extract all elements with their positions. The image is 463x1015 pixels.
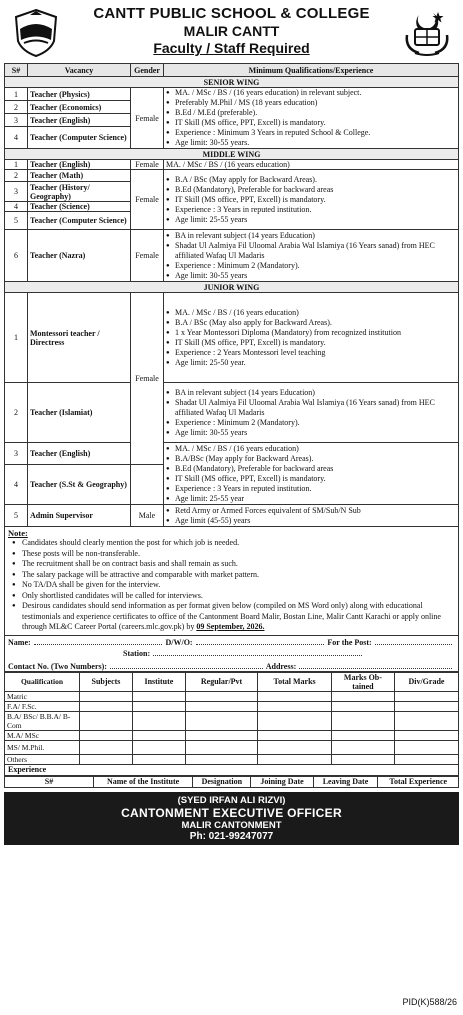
table-row: M.A/ MSc	[5, 730, 459, 740]
address-field[interactable]	[299, 667, 452, 669]
station-label: Station:	[123, 648, 151, 658]
qualifications-cell: ● BA in relevant subject (14 years Education) ● Shadat Ul Aalmiya Fil Uloomal Arabia Wal Islamiya (16 Years sanad) from HEC affiliated Wafaq Ul Madaris ● Experience : Minimum 2 (Mandatory). ● Age limit: 30-55 years	[164, 383, 459, 443]
table-row: 3 Teacher (History/ Geography)	[5, 182, 459, 202]
table-row: 1 Teacher (English) Female MA. / MSc / BS / (16 years education)	[5, 160, 459, 170]
qualifications-cell: ● Retd Army or Armed Forces equivalent of SM/Sub/N Sub ● Age limit (45-55) years	[164, 505, 459, 527]
notes-section	[4, 527, 459, 636]
address-label: Address:	[265, 661, 297, 671]
col-quals: Minimum Qualifications/Experience	[164, 64, 459, 77]
note-item: ● Desirous candidates should send information as per format given below (compiled on MS Word only) along with educational testimonials and experience certificates to office of the Cantonment Board Malir, Bostan Line, Malir Cantt Karachi or apply online through ML&C Career Portal (careers.mlc.gov.pk) by 09 September, 2026.	[22, 601, 455, 633]
post-label: For the Post:	[327, 637, 372, 647]
table-row: 5 Admin Supervisor Male ● Retd Army or Armed Forces equivalent of SM/Sub/N Sub ● Age limit (45-55) years	[5, 505, 459, 527]
note-title: Note:	[8, 528, 28, 538]
experience-title: Experience	[4, 765, 459, 776]
cantonment-emblem-logo	[401, 7, 453, 59]
col-gender: Gender	[131, 64, 164, 77]
junior-wing-heading: JUNIOR WING	[5, 282, 459, 293]
application-form	[4, 636, 459, 672]
table-header-row: S# Name of the Institute Designation Joining Date Leaving Date Total Experience	[5, 776, 459, 787]
table-header-row: Qualification Subjects Institute Regular/Pvt Total Marks Marks Ob- tained Div/Grade	[5, 672, 459, 691]
officer-name: (SYED IRFAN ALI RIZVI)	[177, 794, 286, 806]
name-field[interactable]	[34, 643, 163, 645]
gender-cell: Female	[131, 170, 164, 230]
note-item: ● Candidates should clearly mention the post for which job is needed.	[22, 538, 455, 549]
gender-cell: Female	[131, 88, 164, 149]
school-name: CANTT PUBLIC SCHOOL & COLLEGE	[93, 5, 370, 22]
note-item: ● No TA/DA shall be given for the interview.	[22, 580, 455, 591]
table-row: 6 Teacher (Nazra) Female ● BA in relevant subject (14 years Education) ● Shadat Ul Aalmiya Fil Uloomal Arabia Wal Islamiya (16 Years sanad) from HEC affiliated Wafaq Ul Madaris ● Experience : Minimum 2 (Mandatory). ● Age limit: 30-55 years	[5, 230, 459, 282]
form-row	[5, 636, 458, 647]
station-field[interactable]	[153, 654, 362, 656]
dwo-label: D/W/O:	[165, 637, 193, 647]
contact-field[interactable]	[110, 667, 263, 669]
note-item: ● The recruitment shall be on contract basis and shall remain as such.	[22, 559, 455, 570]
school-location: MALIR CANTT	[183, 23, 280, 39]
table-row: Others	[5, 754, 459, 764]
form-row	[5, 647, 458, 658]
gender-cell: Female	[131, 293, 164, 465]
table-header-row	[5, 64, 459, 77]
table-row: 2 Teacher (Economics)	[5, 101, 459, 114]
dwo-field[interactable]	[196, 643, 325, 645]
officer-designation: CANTONMENT EXECUTIVE OFFICER	[121, 805, 342, 820]
table-row: 4 Teacher (Computer Science)	[5, 127, 459, 149]
table-row: B.A/ BSc/ B.B.A/ B-Com	[5, 711, 459, 730]
qualifications-cell: ● B.A / BSc (May apply for Backward Areas). ● B.Ed (Mandatory), Preferable for backward areas ● IT Skill (MS office, PPT, Excell) is mandatory. ● Experience : 3 Years in reputed institution. ● Age limit: 25-55 years	[164, 170, 459, 230]
table-row: F.A/ F.Sc.	[5, 701, 459, 711]
form-row	[5, 658, 458, 671]
header	[4, 5, 459, 63]
table-row: 1 Montessori teacher / Directress Female ● MA. / MSc / BS / (16 years education) ● B.A / BSc (May also apply for Backward Areas). ● 1 x Year Montessori Diploma (Mandatory) from recognized institution ● IT Skill (MS office, PPT, Excell) is mandatory. ● Experience : 2 Years Montessori level teaching ● Age limit: 25-50 year.	[5, 293, 459, 383]
office-name: MALIR CANTONMENT	[181, 819, 282, 831]
qualification-table	[4, 672, 459, 765]
table-row: 3 Teacher (English)	[5, 114, 459, 127]
name-label: Name:	[8, 637, 31, 647]
qualifications-cell: ● BA in relevant subject (14 years Education) ● Shadat Ul Aalmiya Fil Uloomal Arabia Wal Islamiya (16 Years sanad) from HEC affiliated Wafaq Ul Madaris ● Experience : Minimum 2 (Mandatory). ● Age limit: 30-55 years	[164, 230, 459, 282]
contact-label: Contact No. (Two Numbers):	[8, 661, 107, 671]
school-crest-logo	[10, 7, 62, 59]
middle-wing-heading: MIDDLE WING	[5, 149, 459, 160]
table-row: 3 Teacher (English) ● MA. / MSc / BS / (16 years education) ● B.A/BSc (May apply for Backward Areas). ● B.Ed (Mandatory), Preferable for backward areas ● IT Skill (MS office, PPT, Excell) is mandatory. ● Experience : 3 Years in reputed institution. ● Age limit: 25-55 year	[5, 443, 459, 465]
table-row: 4 Teacher (Science)	[5, 202, 459, 212]
experience-table	[4, 776, 459, 788]
ad-title: Faculty / Staff Required	[153, 40, 310, 56]
deadline-date: 09 September, 2026.	[196, 622, 265, 631]
post-field[interactable]	[375, 643, 452, 645]
table-row: MS/ M.Phil.	[5, 740, 459, 754]
table-row: 2 Teacher (Islamiat) ● BA in relevant subject (14 years Education) ● Shadat Ul Aalmiya Fil Uloomal Arabia Wal Islamiya (16 Years sanad) from HEC affiliated Wafaq Ul Madaris ● Experience : Minimum 2 (Mandatory). ● Age limit: 30-55 years	[5, 383, 459, 443]
office-phone: Ph: 021-99247077	[189, 830, 274, 842]
table-row: Matric	[5, 691, 459, 701]
signature-block	[4, 792, 459, 845]
publication-id: PID(K)588/26	[402, 997, 457, 1007]
note-item: ● Only shortlisted candidates will be called for interviews.	[22, 591, 455, 602]
vacancy-table	[4, 63, 459, 527]
qualifications-cell: ● MA. / MSc / BS / (16 years education) in relevant subject. ● Preferably M.Phil / MS (18 years education) ● B.Ed / M.Ed (preferable). ● IT Skill (MS office, PPT, Excell) is mandatory. ● Experience : Minimum 3 Years in reputed School & College. ● Age limit: 30-55 years.	[164, 88, 459, 149]
table-row: 2 Teacher (Math) Female ● B.A / BSc (May apply for Backward Areas). ● B.Ed (Mandatory), Preferable for backward areas ● IT Skill (MS office, PPT, Excell) is mandatory. ● Experience : 3 Years in reputed institution. ● Age limit: 25-55 years	[5, 170, 459, 182]
qualifications-cell: ● MA. / MSc / BS / (16 years education) ● B.A / BSc (May also apply for Backward Areas). ● 1 x Year Montessori Diploma (Mandatory) from recognized institution ● IT Skill (MS office, PPT, Excell) is mandatory. ● Experience : 2 Years Montessori level teaching ● Age limit: 25-50 year.	[164, 293, 459, 383]
note-item: ● The salary package will be attractive and comparable with market pattern.	[22, 570, 455, 581]
note-item: ● These posts will be non-transferable.	[22, 549, 455, 560]
senior-wing-heading: SENIOR WING	[5, 77, 459, 88]
col-vacancy: Vacancy	[28, 64, 131, 77]
table-row: 1 Teacher (Physics) Female ● MA. / MSc / BS / (16 years education) in relevant subject. ● Preferably M.Phil / MS (18 years education) ● B.Ed / M.Ed (preferable). ● IT Skill (MS office, PPT, Excell) is mandatory. ● Experience : Minimum 3 Years in reputed School & College. ● Age limit: 30-55 years.	[5, 88, 459, 101]
col-sn: S#	[5, 64, 28, 77]
table-row: 4 Teacher (S.St & Geography)	[5, 465, 459, 505]
qualifications-cell: ● MA. / MSc / BS / (16 years education) ● B.A/BSc (May apply for Backward Areas). ● B.Ed (Mandatory), Preferable for backward areas ● IT Skill (MS office, PPT, Excell) is mandatory. ● Experience : 3 Years in reputed institution. ● Age limit: 25-55 year	[164, 443, 459, 505]
job-advertisement	[4, 3, 459, 845]
table-row: 5 Teacher (Computer Science)	[5, 212, 459, 230]
